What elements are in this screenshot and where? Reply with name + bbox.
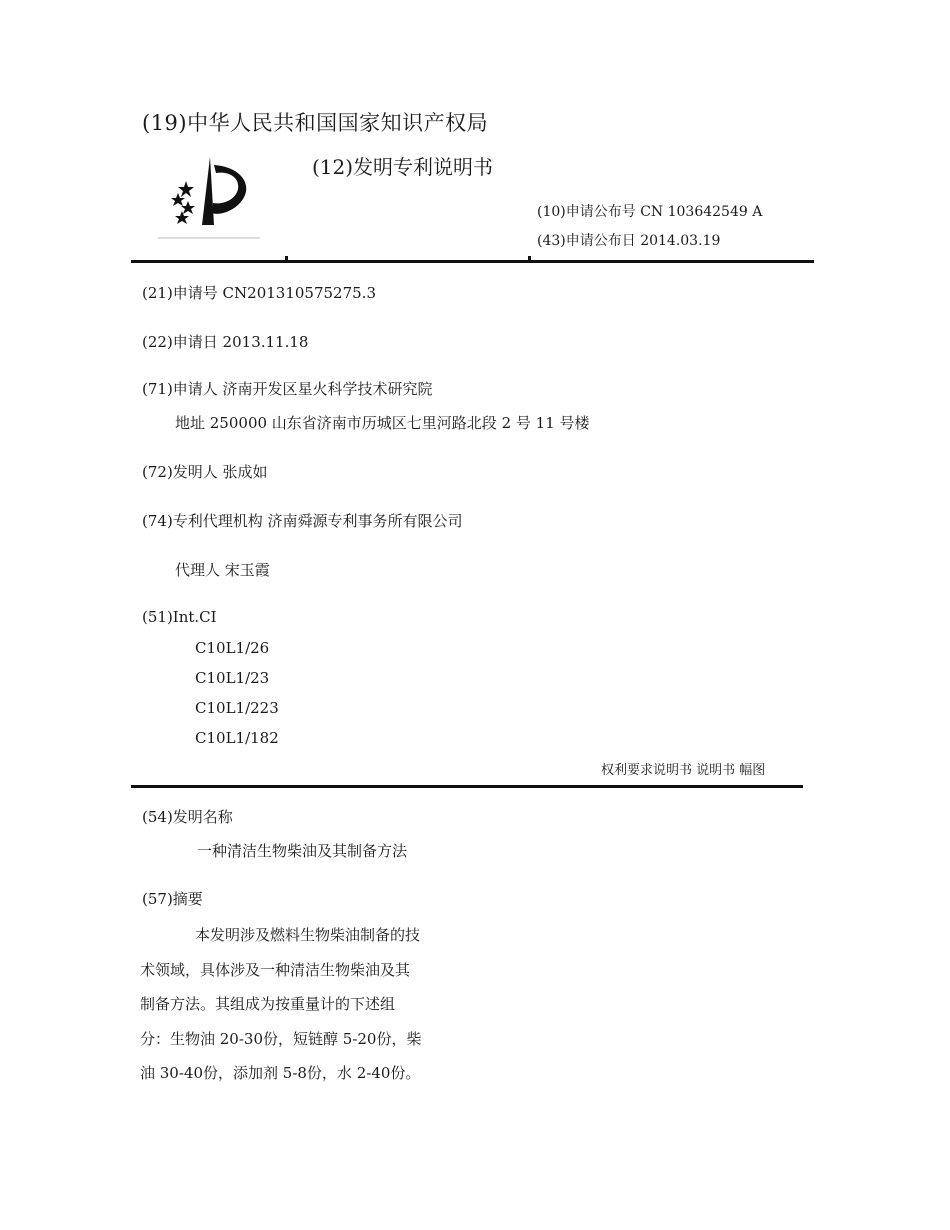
invention-title: 一种清洁生物柴油及其制备方法 — [197, 842, 408, 860]
abstract-line: 术领域，具体涉及一种清洁生物柴油及其 — [140, 960, 411, 979]
abstract-body — [140, 918, 470, 1091]
applicant-address: 地址 250000 山东省济南市历城区七里河路北段 2 号 11 号楼 — [175, 414, 590, 432]
patent-agency: (74)专利代理机构 济南舜源专利事务所有限公司 — [142, 512, 463, 530]
abstract-line: 本发明涉及燃料生物柴油制备的技 — [195, 926, 421, 944]
abstract-line: 分：生物油 20-30份，短链醇 5-20份，柴 — [140, 1029, 422, 1048]
application-number: (21)申请号 CN201310575275.3 — [142, 284, 376, 302]
inventor: (72)发明人 张成如 — [142, 463, 268, 481]
filing-date: (22)申请日 2013.11.18 — [142, 333, 309, 351]
ipc-code: C10L1/26 — [195, 639, 270, 657]
ipc-code: C10L1/23 — [195, 669, 270, 687]
applicant: (71)申请人 济南开发区星火科学技术研究院 — [142, 380, 433, 398]
abstract-line: 制备方法。其组成为按重量计的下述组 — [140, 995, 396, 1013]
section-divider — [131, 785, 803, 788]
header-divider — [131, 260, 814, 263]
abstract-label: (57)摘要 — [142, 890, 203, 908]
divider-tick — [528, 256, 531, 260]
int-cl-label: (51)Int.CI — [142, 608, 217, 626]
patent-agent: 代理人 宋玉霞 — [175, 561, 270, 579]
divider-tick — [285, 256, 288, 260]
cnipa-logo — [158, 153, 260, 239]
publication-date: (43)申请公布日 2014.03.19 — [537, 233, 721, 249]
patent-office-title: (19)中华人民共和国国家知识产权局 — [142, 111, 489, 135]
abstract-line: 油 30-40份，添加剂 5-8份，水 2-40份。 — [140, 1064, 421, 1082]
ipc-code: C10L1/223 — [195, 699, 279, 717]
document-type: (12)发明专利说明书 — [312, 155, 494, 179]
ipc-code: C10L1/182 — [195, 729, 279, 747]
invention-title-label: (54)发明名称 — [142, 808, 233, 826]
publication-number: (10)申请公布号 CN 103642549 A — [537, 204, 763, 220]
section-links[interactable]: 权利要求说明书 说明书 幅图 — [601, 763, 766, 778]
